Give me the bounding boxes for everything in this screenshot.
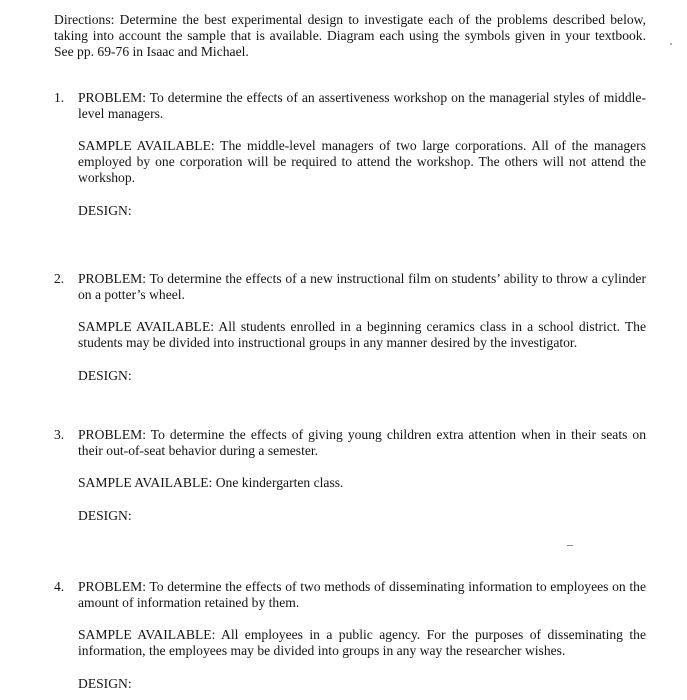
sample-available: SAMPLE AVAILABLE: One kindergarten class. [78,475,344,490]
problem-statement: PROBLEM: To determine the effects of giving young children extra attention when in their seats on their out-of-seat behavior during a semester. [78,427,646,458]
problem-statement: PROBLEM: To determine the effects of two methods of disseminating information to employees on the amount of information retained by them. [78,579,646,610]
problem-statement: PROBLEM: To determine the effects of a new instructional film on students’ ability to throw a cylinder on a potter’s wheel. [78,271,646,302]
scan-speck [670,43,672,45]
sample-available: SAMPLE AVAILABLE: All employees in a public agency. For the purposes of disseminating the information, the employees may be divided into groups in any way the researcher wishes. [78,627,646,658]
design-label: DESIGN: [78,676,132,691]
problem-body [78,579,646,692]
problem-number: 4. [54,579,65,594]
sample-available: SAMPLE AVAILABLE: All students enrolled in a beginning ceramics class in a school district. The students may be divided into instructional groups in any manner desired by the investigator. [78,319,646,350]
directions-text: Directions: Determine the best experimental design to investigate each of the problems described below, taking into account the sample that is available. Diagram each using the symbols given in your textbook. See pp. 69-76 in Isaac and Michael. [54,12,646,59]
problem-body [78,427,646,524]
problem-number: 1. [54,90,65,105]
design-label: DESIGN: [78,368,132,383]
design-label: DESIGN: [78,203,132,218]
problem-number: 2. [54,271,65,286]
design-label: DESIGN: [78,508,132,523]
scan-mark [567,545,573,546]
problem-body [78,271,646,384]
problem-statement: PROBLEM: To determine the effects of an assertiveness workshop on the managerial styles of middle-level managers. [78,90,646,121]
problem-number: 3. [54,427,65,442]
sample-available: SAMPLE AVAILABLE: The middle-level managers of two large corporations. All of the managers employed by one corporation will be required to attend the workshop. The others will not attend the workshop. [78,138,646,185]
problem-body [78,90,646,219]
